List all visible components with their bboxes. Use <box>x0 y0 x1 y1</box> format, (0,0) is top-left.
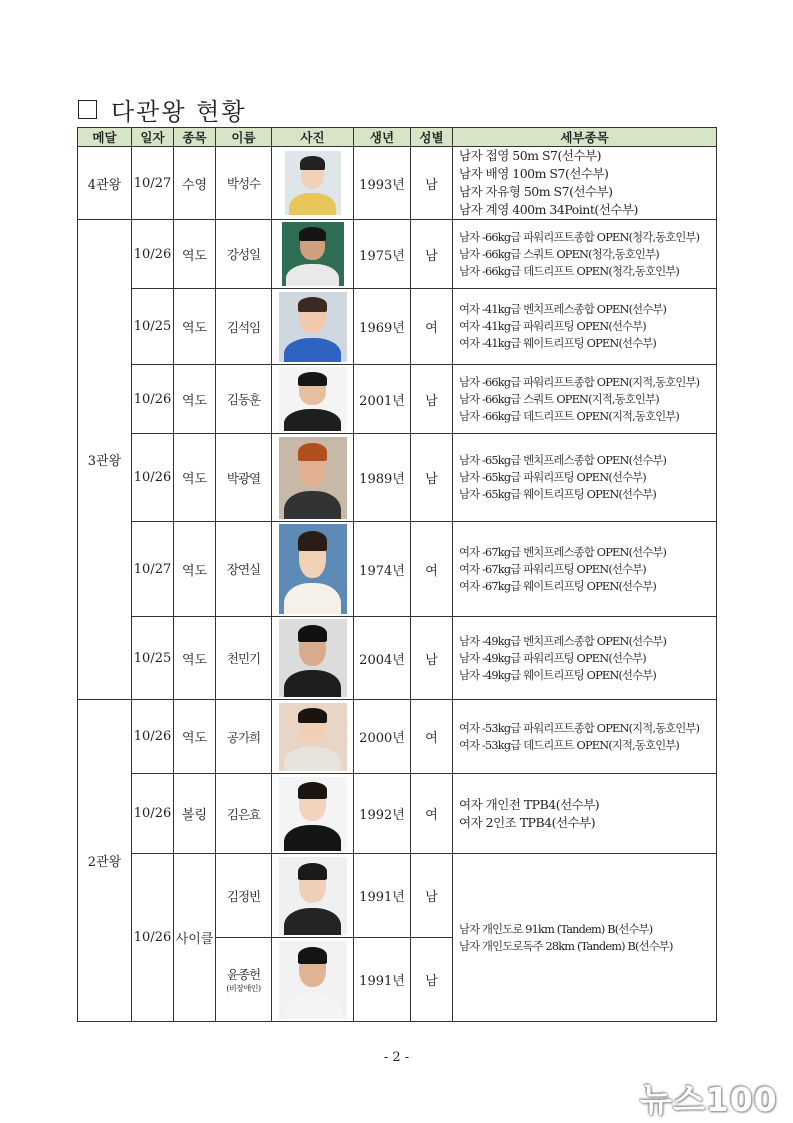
detail-line: 남자 -66kg급 스쿼트 OPEN(청각,동호인부) <box>459 247 659 261</box>
gender-cell: 남 <box>411 938 453 1022</box>
detail-line: 여자 -67kg급 벤치프레스종합 OPEN(선수부) <box>459 545 667 559</box>
date-cell: 10/26 <box>132 854 174 1022</box>
table-header-row <box>78 128 717 147</box>
detail-cell <box>453 617 717 700</box>
detail-line: 남자 -65kg급 웨이트리프팅 OPEN(선수부) <box>459 488 657 501</box>
name-cell: 김정빈 <box>216 854 272 938</box>
multi-medal-table <box>77 127 717 1022</box>
detail-cell <box>453 854 717 1022</box>
name-cell: 박광열 <box>216 434 272 522</box>
detail-line: 남자 계영 400m 34Point(선수부) <box>459 202 638 217</box>
gender-cell: 남 <box>411 147 453 220</box>
detail-line: 여자 -53kg급 파워리프트종합 OPEN(지적,동호인부) <box>459 721 700 735</box>
sport-cell: 수영 <box>174 147 216 220</box>
detail-line: 남자 -66kg급 데드리프트 OPEN(청각,동호인부) <box>459 264 680 278</box>
gender-cell: 여 <box>411 522 453 617</box>
gender-cell: 남 <box>411 220 453 289</box>
athlete-photo <box>279 367 347 431</box>
sport-cell: 역도 <box>174 220 216 289</box>
detail-line: 남자 개인도로독주 28km (Tandem) B(선수부) <box>459 939 673 953</box>
birth-cell: 2001년 <box>354 365 411 434</box>
date-cell: 10/26 <box>132 700 174 774</box>
detail-line: 남자 접영 50m S7(선수부) <box>459 148 601 163</box>
header-cell: 종목 <box>174 128 216 147</box>
medal-group: 3관왕 <box>78 220 132 700</box>
detail-line: 여자 -41kg급 웨이트리프팅 OPEN(선수부) <box>459 337 657 350</box>
header-cell: 일자 <box>132 128 174 147</box>
detail-cell <box>453 220 717 289</box>
detail-line: 남자 개인도로 91km (Tandem) B(선수부) <box>459 922 653 936</box>
gender-cell: 여 <box>411 700 453 774</box>
gender-cell: 남 <box>411 434 453 522</box>
name-cell <box>216 938 272 1022</box>
name-text: 윤종헌 <box>226 967 261 982</box>
name-cell: 장연실 <box>216 522 272 617</box>
medal-group: 4관왕 <box>78 147 132 220</box>
birth-cell: 1991년 <box>354 854 411 938</box>
sport-cell: 역도 <box>174 289 216 365</box>
detail-line: 여자 개인전 TPB4(선수부) <box>459 796 600 812</box>
section-title-text: 다관왕 현황 <box>111 98 247 126</box>
birth-cell: 2000년 <box>354 700 411 774</box>
date-cell: 10/27 <box>132 147 174 220</box>
birth-cell: 1992년 <box>354 774 411 854</box>
page-number: - 2 - <box>383 1050 410 1065</box>
detail-line: 남자 -66kg급 파워리프트종합 OPEN(지적,동호인부) <box>459 375 700 389</box>
header-cell: 세부종목 <box>453 128 717 147</box>
table-row <box>78 220 717 289</box>
table-row <box>78 147 717 220</box>
table-row <box>78 617 717 700</box>
date-cell: 10/27 <box>132 522 174 617</box>
sport-cell: 역도 <box>174 617 216 700</box>
table-row <box>78 289 717 365</box>
name-cell: 박성수 <box>216 147 272 220</box>
table-row <box>78 522 717 617</box>
gender-cell: 여 <box>411 289 453 365</box>
birth-cell: 2004년 <box>354 617 411 700</box>
name-note: (비장애인) <box>226 984 261 993</box>
name-cell: 김은효 <box>216 774 272 854</box>
sport-cell: 역도 <box>174 522 216 617</box>
sport-cell: 사이클 <box>174 854 216 1022</box>
name-cell: 김동훈 <box>216 365 272 434</box>
birth-cell: 1975년 <box>354 220 411 289</box>
header-cell: 사진 <box>272 128 354 147</box>
table-row <box>78 434 717 522</box>
athlete-photo <box>285 151 341 215</box>
sport-cell: 볼링 <box>174 774 216 854</box>
detail-line: 남자 -65kg급 파워리프팅 OPEN(선수부) <box>459 471 646 484</box>
section-title <box>78 92 247 127</box>
date-cell: 10/25 <box>132 289 174 365</box>
sport-cell: 역도 <box>174 434 216 522</box>
checkbox-square-icon <box>78 100 97 119</box>
detail-line: 남자 자유형 50m S7(선수부) <box>459 184 613 199</box>
athlete-photo <box>279 524 347 614</box>
athlete-photo <box>279 777 347 851</box>
gender-cell: 남 <box>411 365 453 434</box>
detail-line: 남자 -49kg급 벤치프레스종합 OPEN(선수부) <box>459 634 667 648</box>
header-cell: 이름 <box>216 128 272 147</box>
table-row <box>78 700 717 774</box>
detail-line: 여자 2인조 TPB4(선수부) <box>459 814 596 830</box>
table-row <box>78 365 717 434</box>
detail-cell <box>453 522 717 617</box>
birth-cell: 1991년 <box>354 938 411 1022</box>
name-cell: 김석임 <box>216 289 272 365</box>
detail-cell <box>453 365 717 434</box>
detail-line: 여자 -67kg급 웨이트리프팅 OPEN(선수부) <box>459 579 657 593</box>
birth-cell: 1969년 <box>354 289 411 365</box>
detail-line: 남자 -66kg급 데드리프트 OPEN(지적,동호인부) <box>459 409 680 423</box>
date-cell: 10/26 <box>132 774 174 854</box>
athlete-photo <box>279 857 347 935</box>
detail-line: 여자 -41kg급 벤치프레스종합 OPEN(선수부) <box>459 303 667 316</box>
birth-cell: 1993년 <box>354 147 411 220</box>
birth-cell: 1974년 <box>354 522 411 617</box>
detail-cell <box>453 434 717 522</box>
date-cell: 10/26 <box>132 220 174 289</box>
athlete-photo <box>279 941 347 1019</box>
athlete-photo <box>279 437 347 519</box>
sport-cell: 역도 <box>174 700 216 774</box>
detail-line: 남자 -66kg급 파워리프트종합 OPEN(청각,동호인부) <box>459 230 700 244</box>
detail-cell <box>453 700 717 774</box>
detail-line: 남자 배영 100m S7(선수부) <box>459 166 609 181</box>
athlete-photo <box>282 222 344 286</box>
table-row <box>78 854 717 938</box>
detail-cell <box>453 147 717 220</box>
sport-cell: 역도 <box>174 365 216 434</box>
date-cell: 10/26 <box>132 434 174 522</box>
watermark-logo: 뉴스100 <box>640 1080 778 1119</box>
athlete-photo <box>279 703 347 771</box>
name-cell: 강성일 <box>216 220 272 289</box>
detail-line: 남자 -49kg급 웨이트리프팅 OPEN(선수부) <box>459 668 657 682</box>
header-cell: 메달 <box>78 128 132 147</box>
header-cell: 성별 <box>411 128 453 147</box>
detail-line: 남자 -65kg급 벤치프레스종합 OPEN(선수부) <box>459 454 667 467</box>
birth-cell: 1989년 <box>354 434 411 522</box>
name-cell: 천민기 <box>216 617 272 700</box>
gender-cell: 여 <box>411 774 453 854</box>
gender-cell: 남 <box>411 854 453 938</box>
athlete-photo <box>279 292 347 362</box>
table-row <box>78 774 717 854</box>
gender-cell: 남 <box>411 617 453 700</box>
name-cell: 공가희 <box>216 700 272 774</box>
athlete-photo <box>279 619 347 697</box>
detail-line: 남자 -49kg급 파워리프팅 OPEN(선수부) <box>459 651 646 665</box>
detail-line: 남자 -66kg급 스쿼트 OPEN(지적,동호인부) <box>459 392 659 406</box>
date-cell: 10/26 <box>132 365 174 434</box>
detail-cell <box>453 289 717 365</box>
detail-cell <box>453 774 717 854</box>
detail-line: 여자 -53kg급 데드리프트 OPEN(지적,동호인부) <box>459 738 680 752</box>
date-cell: 10/25 <box>132 617 174 700</box>
detail-line: 여자 -67kg급 파워리프팅 OPEN(선수부) <box>459 562 646 576</box>
header-cell: 생년 <box>354 128 411 147</box>
medal-group: 2관왕 <box>78 700 132 1022</box>
detail-line: 여자 -41kg급 파워리프팅 OPEN(선수부) <box>459 320 646 333</box>
